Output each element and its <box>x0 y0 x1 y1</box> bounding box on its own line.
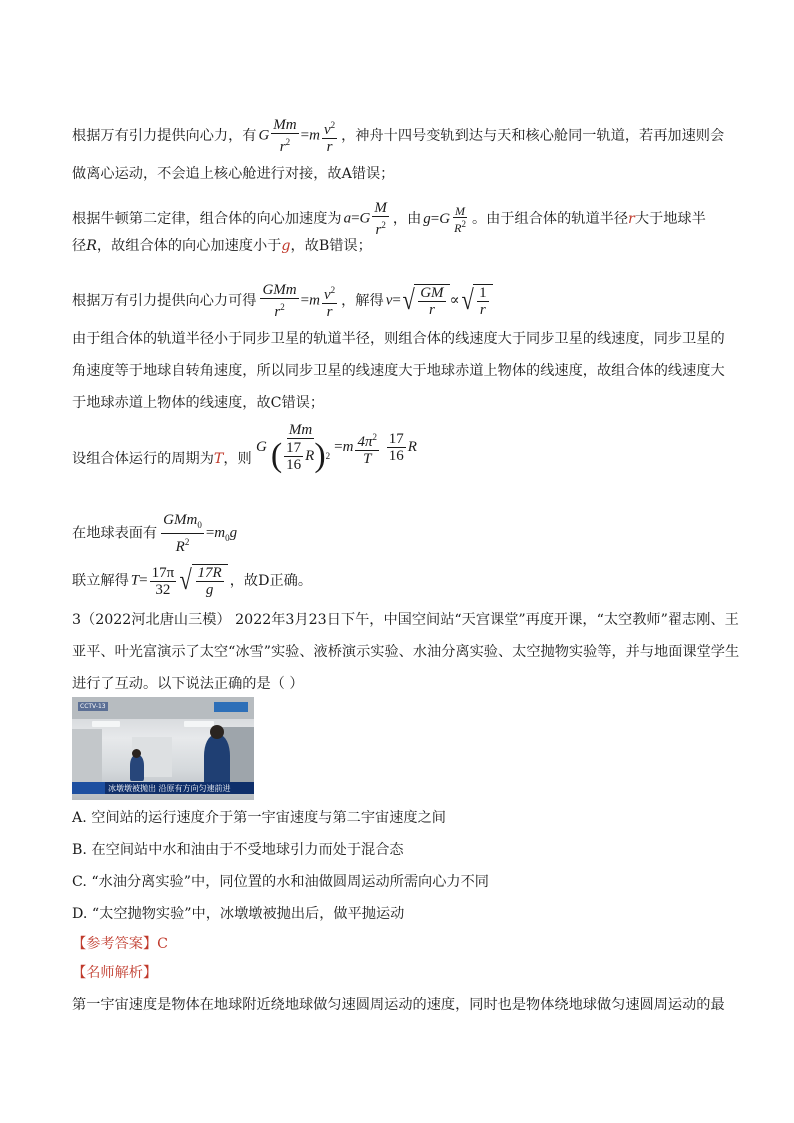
math-denominator: 16 <box>388 448 404 464</box>
math-numerator: Mm <box>288 422 313 438</box>
math-exponent: 2 <box>184 537 190 547</box>
text-span: 联立解得 <box>72 573 129 589</box>
text-span: ，由 <box>392 211 422 227</box>
math-subscript: 0 <box>225 532 230 543</box>
math-exponent: 2 <box>280 302 285 312</box>
math-numerator: 17π <box>151 564 175 581</box>
option-a: A. 空间站的运行速度介于第一宇宙速度与第二宇宙速度之间 <box>72 810 446 826</box>
variable-T: T <box>213 451 224 467</box>
text-span: 根据牛顿第二定律，组合体的向心加速度为 <box>72 211 342 227</box>
math-equals: = <box>139 572 148 589</box>
math-symbol: G <box>256 438 267 455</box>
text-span: ，故D正确。 <box>229 573 313 589</box>
text-span: ，故B错误； <box>290 238 372 254</box>
math-exponent: 2 <box>285 137 291 147</box>
math-numerator: 4π <box>357 433 373 450</box>
math-numerator: v <box>323 122 331 138</box>
math-symbol: m <box>342 438 354 455</box>
math-equals: = <box>430 210 440 227</box>
option-d: D. “太空抛物实验”中，冰墩墩被抛出后，做平抛运动 <box>72 906 405 922</box>
solution-line-2: 做离心运动，不会追上核心舱进行对接，故A错误； <box>72 166 395 182</box>
variable-R: R <box>86 238 97 254</box>
solution-line-5 <box>72 282 495 320</box>
math-equals: = <box>205 524 215 541</box>
math-numerator: M <box>374 200 387 216</box>
math-exponent: 2 <box>381 220 386 230</box>
formula-period-eq: G Mm ( $\frac{17}{16}$ R ) 2 =m $\frac{4\pi^2}{T}$ $\frac{17}{16}$ R <box>256 422 417 474</box>
formula-velocity-eq <box>258 282 339 320</box>
question-3-line-2: 亚平、叶光富演示了太空“冰雪”实验、液桥演示实验、水油分离实验、太空抛物实验等，并与地面课堂学生 <box>72 644 740 660</box>
math-numerator: 17 <box>286 439 302 456</box>
math-numerator: 1 <box>479 285 487 301</box>
formula-period-result: T= $\frac{17\pi}{32}$ √ $\frac{17R}{g}$ <box>131 564 228 598</box>
math-denominator: 32 <box>155 581 171 598</box>
math-symbol: G <box>359 210 371 227</box>
formula-velocity-solution: v= √ $\frac{GM}{r}$ ∝ √ $\frac{1}{r}$ <box>386 284 493 318</box>
solution-line-4 <box>72 237 372 255</box>
math-equals: = <box>334 438 343 455</box>
math-exponent: 2 <box>325 451 331 461</box>
math-equals: = <box>351 210 360 227</box>
solution-line-3 <box>72 200 706 238</box>
math-symbol: G <box>258 127 270 144</box>
math-denominator: r <box>326 139 333 155</box>
solution-line-10 <box>72 512 239 555</box>
math-denominator: R <box>175 539 185 555</box>
math-symbol: a <box>343 210 352 227</box>
math-numerator: GMm <box>262 282 297 298</box>
math-exponent: 2 <box>461 218 466 229</box>
math-denominator: r <box>479 302 486 318</box>
question-3-line-3: 进行了互动。以下说法正确的是（ ） <box>72 676 304 692</box>
text-span: ，神舟十四号变轨到达与天和核心舱同一轨道，若再加速则会 <box>341 128 725 144</box>
formula-surface-gravity <box>423 205 470 234</box>
photo-caption-bar <box>72 782 254 794</box>
solution-line-6: 由于组合体的轨道半径小于同步卫星的轨道半径，则组合体的线速度大于同步卫星的线速度，同步卫星的 <box>72 331 725 347</box>
math-symbol: m <box>214 524 226 541</box>
math-numerator: M <box>455 203 466 218</box>
text-span: 根据万有引力提供向心力，有 <box>72 128 257 144</box>
math-denominator: r <box>428 302 435 318</box>
math-symbol: R <box>407 438 417 455</box>
math-symbol: R <box>305 448 315 464</box>
solution-line-7: 角速度等于地球自转角速度，所以同步卫星的线速度大于地球赤道上物体的线速度，故组合体的线速度大 <box>72 363 725 379</box>
math-numerator: Mm <box>273 117 297 133</box>
formula-gravity-centripetal <box>258 117 339 155</box>
math-numerator: v <box>323 287 331 303</box>
math-denominator: T <box>363 450 372 467</box>
math-numerator: GMm <box>163 512 198 528</box>
math-symbol: m <box>309 127 320 144</box>
channel-badge-icon <box>214 702 248 712</box>
solution-line-9 <box>72 450 252 468</box>
formula-surface <box>159 512 237 555</box>
solution-line-8: 于地球赤道上物体的线速度，故C错误； <box>72 395 325 411</box>
math-equals: = <box>300 292 310 309</box>
math-denominator: r <box>326 304 333 320</box>
math-exponent: 2 <box>330 120 336 130</box>
math-numerator: 17 <box>388 431 404 447</box>
text-span: ，解得 <box>341 293 384 309</box>
reference-answer <box>72 935 168 953</box>
option-c: C. “水油分离实验”中，同位置的水和油做圆周运动所需向心力不同 <box>72 874 489 890</box>
math-exponent: 2 <box>330 285 336 295</box>
math-symbol: g <box>423 210 431 227</box>
option-b: B. 在空间站中水和油由于不受地球引力而处于混合态 <box>72 842 404 858</box>
space-station-photo <box>72 697 254 800</box>
math-denominator: R <box>454 220 462 235</box>
question-3-line-1: 3（2022河北唐山三模） 2022年3月23日下午，中国空间站“天宫课堂”再度开课，“太空教师”翟志刚、王 <box>72 612 739 628</box>
analysis-heading: 【名师解析】 <box>72 965 158 981</box>
photo-caption: 冰墩墩被抛出 沿原有方向匀速前进 <box>108 784 231 793</box>
math-denominator: 16 <box>286 456 302 473</box>
math-exponent: 2 <box>372 431 377 442</box>
text-span: ，故组合体的向心加速度小于 <box>96 238 282 254</box>
math-proportional: ∝ <box>449 292 460 309</box>
text-span: ，则 <box>223 451 252 467</box>
math-symbol: v <box>385 292 393 309</box>
text-span: 径 <box>72 238 87 254</box>
math-denominator: r <box>279 139 286 155</box>
text-span: 在地球表面有 <box>72 525 158 542</box>
math-symbol: T <box>130 572 140 589</box>
math-denominator: r <box>274 304 281 320</box>
analysis-line-1: 第一宇宙速度是物体在地球附近绕地球做匀速圆周运动的速度，同时也是物体绕地球做匀速圆周运动的最 <box>72 997 725 1013</box>
math-symbol: g <box>229 524 238 541</box>
math-equals: = <box>300 127 310 144</box>
answer-label: 【参考答案】 <box>72 936 158 952</box>
text-span: 根据万有引力提供向心力可得 <box>72 293 257 309</box>
answer-value: C <box>157 936 168 952</box>
variable-g: g <box>281 238 291 254</box>
text-span: 。由于组合体的轨道半径 <box>471 211 629 227</box>
solution-line-11 <box>72 564 312 598</box>
math-symbol: m <box>309 292 320 309</box>
math-numerator: GM <box>420 285 444 301</box>
solution-line-1 <box>72 117 724 155</box>
math-denominator: r <box>375 222 382 238</box>
variable-r: r <box>628 211 635 227</box>
math-numerator: 17R <box>197 565 222 581</box>
math-equals: = <box>392 292 401 309</box>
formula-acceleration <box>344 200 391 238</box>
text-span: 大于地球半 <box>634 211 706 227</box>
tv-logo: CCTV-13 <box>80 703 106 710</box>
math-symbol: G <box>439 210 451 227</box>
math-denominator: g <box>205 582 214 598</box>
math-subscript: 0 <box>197 520 202 530</box>
text-span: 设组合体运行的周期为 <box>72 451 214 467</box>
